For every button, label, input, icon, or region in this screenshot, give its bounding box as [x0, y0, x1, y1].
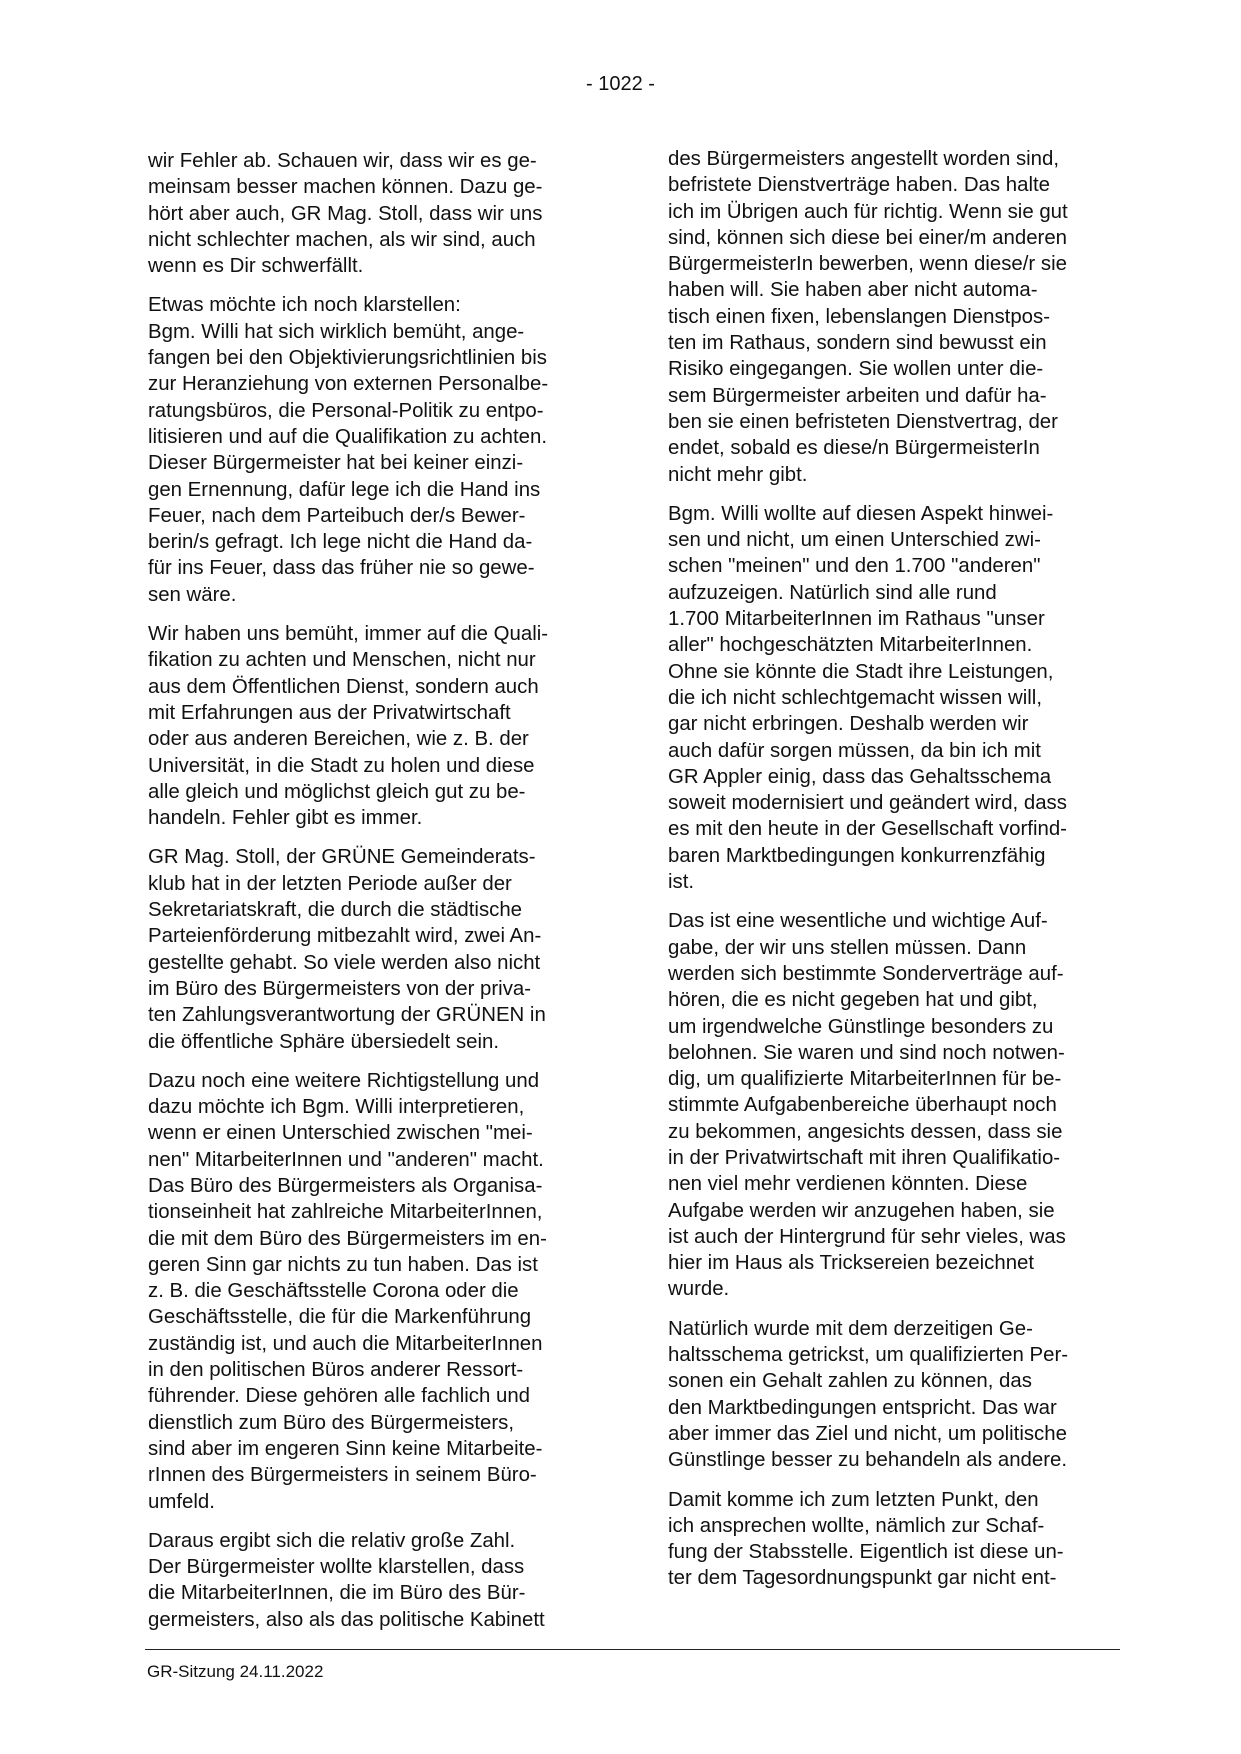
paragraph: Natürlich wurde mit dem derzeitigen Ge- haltsschema getrickst, um qualifizierten Per- sonen ein Gehalt zahlen zu können, das den Marktbedingungen entspricht. Das war aber immer das Ziel und nicht, um politische Günstlinge besser zu behandeln als andere. [668, 1317, 1069, 1472]
left-text-column [148, 148, 600, 1646]
paragraph: GR Mag. Stoll, der GRÜNE Gemeinderats- klub hat in der letzten Periode außer der Sekretariatskraft, die durch die städtische Parteienförderung mitbezahlt wird, zwei An- gestellte gehabt. So viele werden also nicht im Büro des Bürgermeisters von der priva- ten Zahlungsverantwortung der GRÜNEN in die öffentliche Sphäre übersiedelt sein. [148, 846, 546, 1053]
paragraph: Wir haben uns bemüht, immer auf die Quali- fikation zu achten und Menschen, nicht nur aus dem Öffentlichen Dienst, sondern auch mit Erfahrungen aus der Privatwirtschaft oder aus anderen Bereichen, wie z. B. der Universität, in die Stadt zu holen und diese alle gleich und möglichst gleich gut zu be- handeln. Fehler gibt es immer. [148, 623, 549, 830]
paragraph: Etwas möchte ich noch klarstellen: Bgm. Willi hat sich wirklich bemüht, ange- fangen bei den Objektivierungsrichtlinien bis zur Heranziehung von externen Personalbe- ratungsbüros, die Personal-Politik zu entpo- litisieren und auf die Qualifikation zu achten. Dieser Bürgermeister hat bei keiner einzi- gen Ernennung, dafür lege ich die Hand ins Feuer, nach dem Parteibuch der/s Bewer- berin/s gefragt. Ich lege nicht die Hand da- für ins Feuer, dass das früher nie so gewe- sen wäre. [148, 294, 549, 606]
paragraph: wir Fehler ab. Schauen wir, dass wir es ge- meinsam besser machen können. Dazu ge- hört aber auch, GR Mag. Stoll, dass wir uns nicht schlechter machen, als wir sind, auch wenn es Dir schwerfällt. [148, 150, 543, 278]
paragraph: Daraus ergibt sich die relativ große Zahl. Der Bürgermeister wollte klarstellen, dass die MitarbeiterInnen, die im Büro des Bür- germeisters, also als das politische Kabinett [148, 1529, 545, 1631]
footer-divider [145, 1649, 1120, 1650]
paragraph: Dazu noch eine weitere Richtigstellung und dazu möchte ich Bgm. Willi interpretieren, wenn er einen Unterschied zwischen "mei- nen" MitarbeiterInnen und "anderen" macht. Das Büro des Bürgermeisters als Organisa- tionseinheit hat zahlreiche MitarbeiterInnen, die mit dem Büro des Bürgermeisters im en- geren Sinn gar nichts zu tun haben. Das ist z. B. die Geschäftsstelle Corona oder die Geschäftsstelle, die für die Markenführung zuständig ist, und auch die MitarbeiterInnen in den politischen Büros anderer Ressort- führender. Diese gehören alle fachlich und dienstlich zum Büro des Bürgermeisters, sind aber im engeren Sinn keine Mitarbeite- rInnen des Bürgermeisters in seinem Büro- umfeld. [148, 1069, 547, 1513]
paragraph: Das ist eine wesentliche und wichtige Auf- gabe, der wir uns stellen müssen. Dann werden sich bestimmte Sonderverträge auf- hören, die es nicht gegeben hat und gibt, um irgendwelche Günstlinge besonders zu belohnen. Sie waren und sind noch notwen- dig, um qualifizierte MitarbeiterInnen für be- stimmte Aufgabenbereiche überhaupt noch zu bekommen, angesichts dessen, dass sie in der Privatwirtschaft mit ihren Qualifikatio- nen viel mehr verdienen könnten. Diese Aufgabe werden wir anzugehen haben, sie ist auch der Hintergrund für sehr vieles, was hier im Haus als Tricksereien bezeichnet wurde. [668, 910, 1066, 1301]
right-text-column [668, 146, 1120, 1605]
paragraph: des Bürgermeisters angestellt worden sind, befristete Dienstverträge haben. Das halte ich im Übrigen auch für richtig. Wenn sie gut sind, können sich diese bei einer/m anderen BürgermeisterIn bewerben, wenn diese/r sie haben will. Sie haben aber nicht automa- tisch einen fixen, lebenslangen Dienstpos- ten im Rathaus, sondern sind bewusst ein Risiko eingegangen. Sie wollen unter die- sem Bürgermeister arbeiten und dafür ha- ben sie einen befristeten Dienstvertrag, der endet, sobald es diese/n BürgermeisterIn nicht mehr gibt. [668, 148, 1068, 486]
paragraph: Bgm. Willi wollte auf diesen Aspekt hinwei- sen und nicht, um einen Unterschied zwi- schen "meinen" und den 1.700 "anderen" aufzuzeigen. Natürlich sind alle rund 1.700 MitarbeiterInnen im Rathaus "unser aller" hochgeschätzten MitarbeiterInnen. Ohne sie könnte die Stadt ihre Leistungen, die ich nicht schlechtgemacht wissen will, gar nicht erbringen. Deshalb werden wir auch dafür sorgen müssen, da bin ich mit GR Appler einig, dass das Gehaltsschema soweit modernisiert und geändert wird, dass es mit den heute in der Gesellschaft vorfind- baren Marktbedingungen konkurrenzfähig ist. [668, 502, 1067, 894]
paragraph: Damit komme ich zum letzten Punkt, den ich ansprechen wollte, nämlich zur Schaf- fung der Stabsstelle. Eigentlich ist diese un- ter dem Tagesordnungspunkt gar nicht ent- [668, 1488, 1064, 1590]
page-number: - 1022 - [586, 73, 655, 95]
footer-session-label: GR-Sitzung 24.11.2022 [147, 1662, 324, 1681]
